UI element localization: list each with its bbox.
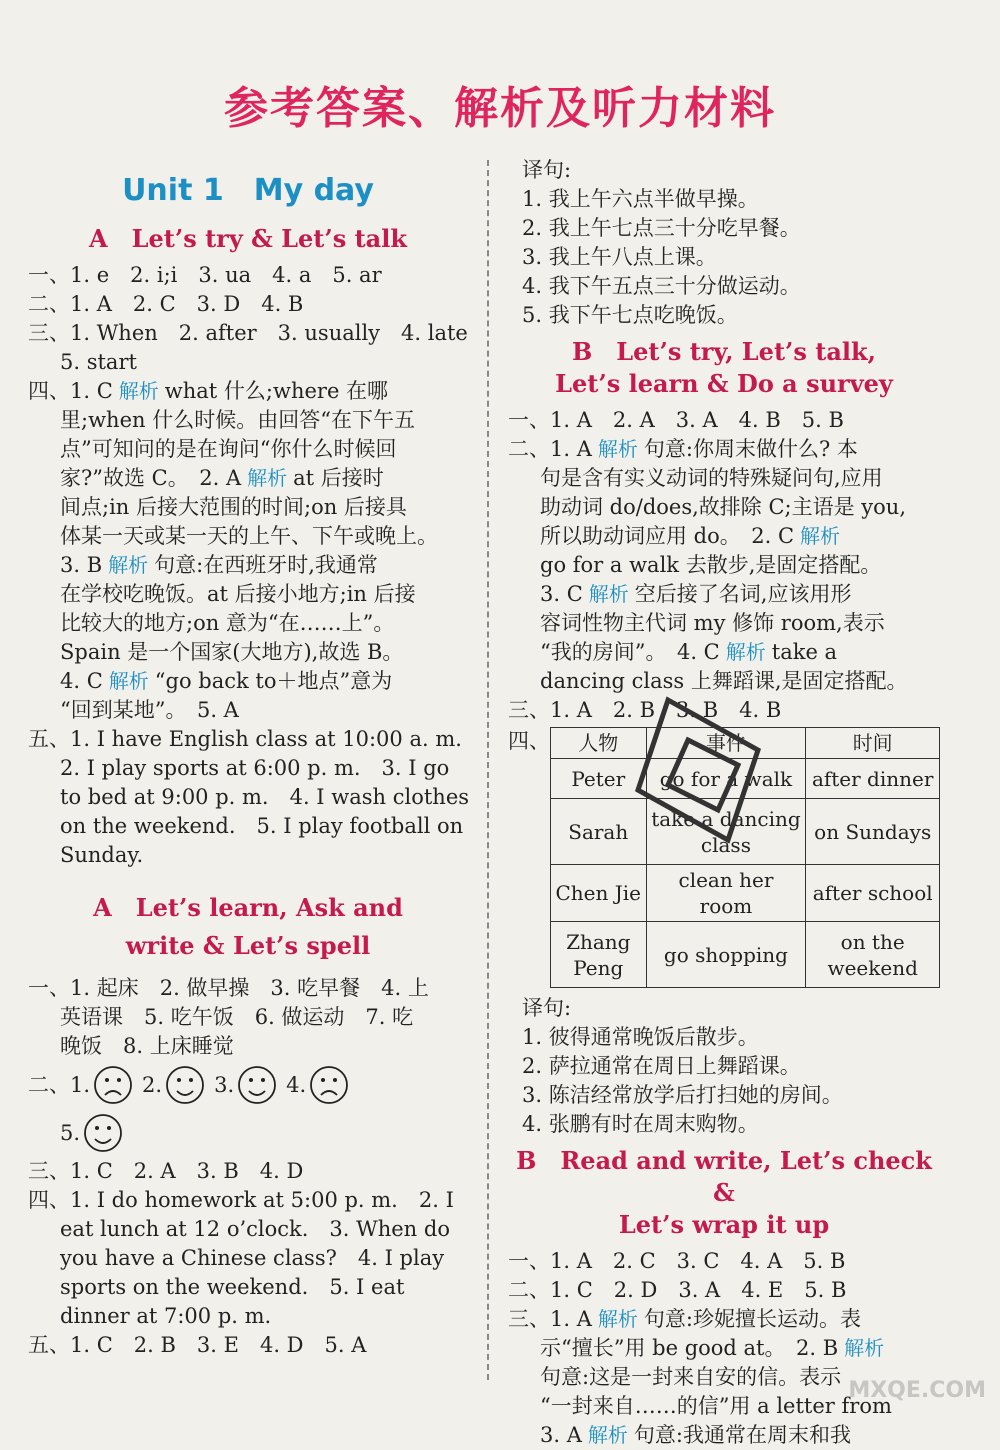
answer-line: eat lunch at 12 o’clock. 3. When do	[60, 1217, 450, 1241]
answer-line: 5. 我下午七点吃晚饭。	[522, 303, 738, 327]
answer-line: 一、1. A 2. A 3. A 4. B 5. B	[508, 408, 844, 432]
answer-line: “我的房间”。 4. C 解析 take a	[540, 640, 838, 664]
table-cell: go for a walk	[646, 759, 806, 799]
analysis-label: 解析	[587, 1423, 628, 1447]
answer-line: 2. 我上午七点三十分吃早餐。	[522, 216, 801, 240]
answer-line: 2. 萨拉通常在周日上舞蹈课。	[522, 1054, 801, 1078]
answer-line: 3. 陈洁经常放学后打扫她的房间。	[522, 1083, 843, 1107]
table-header-row	[551, 728, 940, 759]
answer-line: 二、1. A 2. C 3. D 4. B	[28, 292, 304, 316]
answer-line: 点”可知问的是在询问“你什么时候回	[60, 437, 397, 461]
section-heading: write & Let’s spell	[125, 931, 371, 960]
answer-line: Sunday.	[60, 843, 144, 867]
answer-line: dancing class 上舞蹈课,是固定搭配。	[540, 669, 908, 693]
table-cell: take a dancing class	[646, 799, 806, 865]
analysis-label: 解析	[725, 640, 766, 664]
table-cell: clean her room	[646, 865, 806, 922]
table-row	[551, 759, 940, 799]
answer-line: “一封来自……的信”用 a letter from	[540, 1394, 892, 1418]
answer-line: 容词性物主代词 my 修饰 room,表示	[540, 611, 885, 635]
table-cell: Zhang Peng	[551, 922, 647, 988]
answer-line: 四、1. I do homework at 5:00 p. m. 2. I	[28, 1188, 454, 1212]
table-cell: Chen Jie	[551, 865, 647, 922]
section-heading: B Let’s try, Let’s talk,	[571, 337, 877, 366]
section-heading: Let’s learn & Do a survey	[555, 369, 893, 398]
answer-line: 二、1. C 2. D 3. A 4. E 5. B	[508, 1278, 847, 1302]
table-row	[551, 922, 940, 988]
answer-line: 句是含有实义动词的特殊疑问句,应用	[540, 466, 883, 490]
answer-line: to bed at 9:00 p. m. 4. I wash clothes	[60, 785, 470, 809]
answer-line: 比较大的地方;on 意为“在……上”。	[60, 611, 395, 635]
table-cell: after school	[806, 865, 940, 922]
answer-line: 3. 我上午八点上课。	[522, 245, 717, 269]
answer-line: 3. C 解析 空后接了名词,应该用形	[540, 582, 852, 606]
analysis-label: 解析	[118, 379, 159, 403]
answer-line: 2. I play sports at 6:00 p. m. 3. I go	[60, 756, 450, 780]
happy-face-icon	[164, 1064, 206, 1106]
table-row	[551, 799, 940, 865]
answer-line: 5.	[28, 1109, 468, 1157]
answer-line: 二、1. 2. 3. 4.	[28, 1061, 468, 1109]
answer-line: go for a walk 去散步,是固定搭配。	[540, 553, 882, 577]
table-header: 时间	[806, 728, 940, 759]
section-heading: Let’s wrap it up	[618, 1210, 830, 1239]
answer-line: 体某一天或某一天的上午、下午或晚上。	[60, 524, 438, 548]
answer-line: 句意:这是一封来自安的信。表示	[540, 1365, 842, 1389]
column-divider	[487, 160, 489, 1380]
right-column	[508, 156, 940, 1450]
answer-line: 三、1. When 2. after 3. usually 4. late	[28, 321, 468, 345]
answer-line: 五、1. C 2. B 3. E 4. D 5. A	[28, 1333, 367, 1357]
answer-line: 4. 我下午五点三十分做运动。	[522, 274, 801, 298]
unit-title: Unit 1 My day	[122, 173, 374, 208]
analysis-label: 解析	[597, 1307, 638, 1331]
analysis-label: 解析	[588, 582, 629, 606]
analysis-label: 解析	[108, 553, 149, 577]
sad-face-icon	[308, 1064, 350, 1106]
answer-line: 1. 我上午六点半做早操。	[522, 187, 759, 211]
table-cell: on Sundays	[806, 799, 940, 865]
answer-line: on the weekend. 5. I play football on	[60, 814, 464, 838]
answer-line: sports on the weekend. 5. I eat	[60, 1275, 405, 1299]
sad-face-icon	[92, 1064, 134, 1106]
table-cell: Sarah	[551, 799, 647, 865]
page-title: 参考答案、解析及听力材料	[224, 83, 776, 134]
answer-line: 三、1. C 2. A 3. B 4. D	[28, 1159, 304, 1183]
table-cell: on the weekend	[806, 922, 940, 988]
analysis-label: 解析	[108, 669, 149, 693]
answer-line: 家?”故选 C。 2. A 解析 at 后接时	[60, 466, 384, 490]
answer-line: 一、1. e 2. i;i 3. ua 4. a 5. ar	[28, 263, 382, 287]
analysis-label: 解析	[247, 466, 288, 490]
analysis-label: 解析	[800, 524, 841, 548]
answer-line: you have a Chinese class? 4. I play	[60, 1246, 445, 1270]
answer-line: 5. start	[60, 350, 137, 374]
table-cell: Peter	[551, 759, 647, 799]
answer-line: 晚饭 8. 上床睡觉	[60, 1034, 234, 1058]
survey-table	[550, 727, 940, 988]
answer-line: Spain 是一个国家(大地方),故选 B。	[60, 640, 404, 664]
answer-line: 1. 彼得通常晚饭后散步。	[522, 1025, 759, 1049]
answer-line: 五、1. I have English class at 10:00 a. m.	[28, 727, 462, 751]
table-cell: go shopping	[646, 922, 806, 988]
table-cell: after dinner	[806, 759, 940, 799]
answer-line: 四、1. C 解析 what 什么;where 在哪	[28, 379, 389, 403]
answer-line: dinner at 7:00 p. m.	[60, 1304, 272, 1328]
answer-line: 示“擅长”用 be good at。 2. B 解析	[508, 1334, 940, 1363]
answer-line: 里;when 什么时候。由回答“在下午五	[60, 408, 415, 432]
answer-line: 3. A 解析 句意:我通常在周末和我	[540, 1423, 851, 1447]
left-column	[28, 160, 468, 1360]
item-number: 四、	[508, 729, 550, 753]
answer-line: 间点;in 后接大范围的时间;on 后接具	[60, 495, 407, 519]
answer-line: “回到某地”。 5. A	[60, 698, 239, 722]
answer-line: 4. 张鹏有时在周末购物。	[522, 1112, 759, 1136]
answer-line: 译句:	[522, 996, 572, 1020]
answer-line: 一、1. A 2. C 3. C 4. A 5. B	[508, 1249, 846, 1273]
survey-block	[508, 727, 940, 988]
happy-face-icon	[236, 1064, 278, 1106]
answer-line: 3. B 解析 句意:在西班牙时,我通常	[60, 553, 378, 577]
answer-line: 三、1. A 解析 句意:珍妮擅长运动。表	[508, 1307, 861, 1331]
happy-face-icon	[82, 1112, 124, 1154]
answer-line: 在学校吃晚饭。at 后接小地方;in 后接	[60, 582, 416, 606]
answer-line: 所以助动词应用 do。 2. C 解析	[508, 522, 940, 551]
section-heading: B Read and write, Let’s check &	[516, 1146, 932, 1207]
answer-line: 助动词 do/does,故排除 C;主语是 you,	[540, 495, 907, 519]
watermark: MXQE.COM	[848, 1378, 986, 1403]
analysis-label: 解析	[597, 437, 638, 461]
answer-line: 4. C 解析 “go back to＋地点”意为	[60, 669, 393, 693]
table-header: 事件	[646, 728, 806, 759]
table-header: 人物	[551, 728, 647, 759]
answer-line: 二、1. A 解析 句意:你周末做什么? 本	[508, 437, 858, 461]
answer-line: 英语课 5. 吃午饭 6. 做运动 7. 吃	[60, 1005, 414, 1029]
section-heading: A Let’s learn, Ask and	[93, 893, 403, 922]
answer-line: 译句:	[522, 158, 572, 182]
section-heading: A Let’s try & Let’s talk	[89, 224, 407, 253]
answer-line: 三、1. A 2. B 3. B 4. B	[508, 698, 782, 722]
table-row	[551, 865, 940, 922]
analysis-label: 解析	[844, 1336, 885, 1360]
answer-line: 一、1. 起床 2. 做早操 3. 吃早餐 4. 上	[28, 976, 429, 1000]
